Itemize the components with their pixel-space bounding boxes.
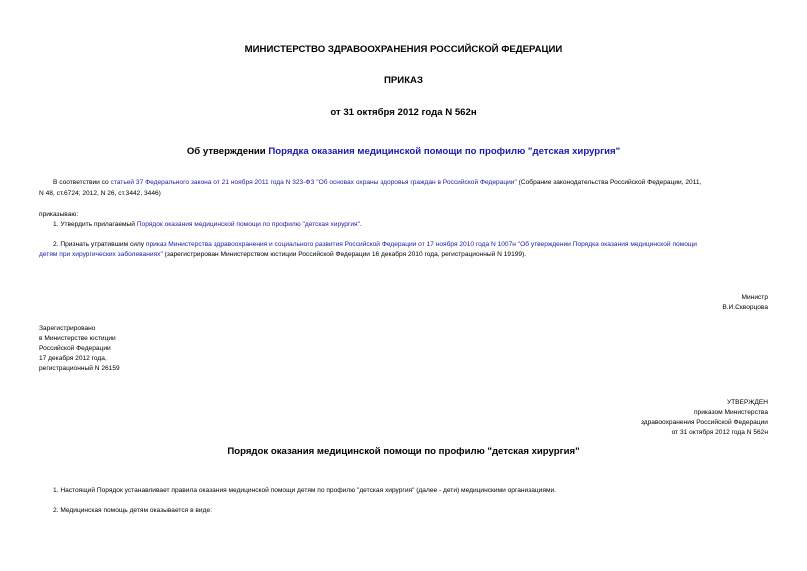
order-item-1 xyxy=(53,220,362,230)
approved-line-3: здравоохранения Российской Федерации xyxy=(640,419,768,426)
preamble-line-2: N 48, ст.6724; 2012, N 26, ст.3442, 3446) xyxy=(39,190,161,197)
prikazyvayu-text: приказываю: xyxy=(39,211,79,218)
procedure-title-link[interactable]: Порядка оказания медицинской помощи по профилю "детская хирургия" xyxy=(268,146,621,157)
procedure-title: Порядок оказания медицинской помощи по профилю "детская хирургия" xyxy=(227,446,580,457)
registration-line-2: в Министерстве юстиции xyxy=(39,335,116,342)
approved-line-4: от 31 октября 2012 года N 562н xyxy=(671,429,768,436)
law-article-link[interactable]: статьей 37 Федерального закона от 21 ноября 2011 года N 323-ФЗ "Об основах охраны здоровья граждан в Российской Федерации" xyxy=(110,179,517,186)
ministry-header: МИНИСТЕРСТВО ЗДРАВООХРАНЕНИЯ РОССИЙСКОЙ ФЕДЕРАЦИИ xyxy=(244,44,563,55)
order-date-number: от 31 октября 2012 года N 562н xyxy=(330,107,477,118)
procedure-paragraph-2: 2. Медицинская помощь детям оказывается в виде: xyxy=(53,507,212,514)
registration-line-3: Российской Федерации xyxy=(39,345,111,352)
procedure-paragraph-1: 1. Настоящий Порядок устанавливает правила оказания медицинской помощи детям по профилю "детская хирургия" (далее - дети) медицинскими организациями. xyxy=(53,487,556,494)
registration-line-1: Зарегистрировано xyxy=(39,325,96,332)
item2-pre: 2. Признать утратившим силу xyxy=(53,241,146,248)
approved-block xyxy=(500,398,768,438)
procedure-link[interactable]: Порядок оказания медицинской помощи по профилю "детская хирургия" xyxy=(136,221,360,228)
preamble-pre: В соответствии со xyxy=(53,179,111,186)
order-word: ПРИКАЗ xyxy=(384,75,423,86)
order-title xyxy=(0,146,807,157)
order-item-2-line-1 xyxy=(53,240,697,250)
approved-line-2: приказом Министерства xyxy=(693,409,768,416)
item2-post: (зарегистрирован Министерством юстиции Российской Федерации 16 декабря 2010 года, регистрационный N 19199). xyxy=(162,251,527,258)
signature-position: Министр xyxy=(741,294,768,301)
order-title-prefix: Об утверждении xyxy=(186,146,269,157)
registration-block xyxy=(39,324,120,374)
repealed-order-link[interactable]: приказ Министерства здравоохранения и социального развития Российской Федерации от 17 ноября 2010 года N 1007н "Об утверждении Порядка оказания медицинской помощи xyxy=(145,241,697,248)
order-item-2-line-2 xyxy=(39,250,526,260)
preamble-post: (Собрание законодательства Российской Федерации, 2011, xyxy=(516,179,702,186)
registration-line-4: 17 декабря 2012 года, xyxy=(39,355,107,362)
registration-line-5: регистрационный N 26159 xyxy=(39,365,120,372)
preamble-line-1 xyxy=(53,178,701,188)
signature-name: В.И.Скворцова xyxy=(722,304,768,311)
approved-line-1: УТВЕРЖДЕН xyxy=(726,399,768,406)
repealed-order-link-cont[interactable]: детям при хирургических заболеваниях" xyxy=(39,251,163,258)
item1-pre: 1. Утвердить прилагаемый xyxy=(53,221,137,228)
item1-post: . xyxy=(359,221,362,228)
